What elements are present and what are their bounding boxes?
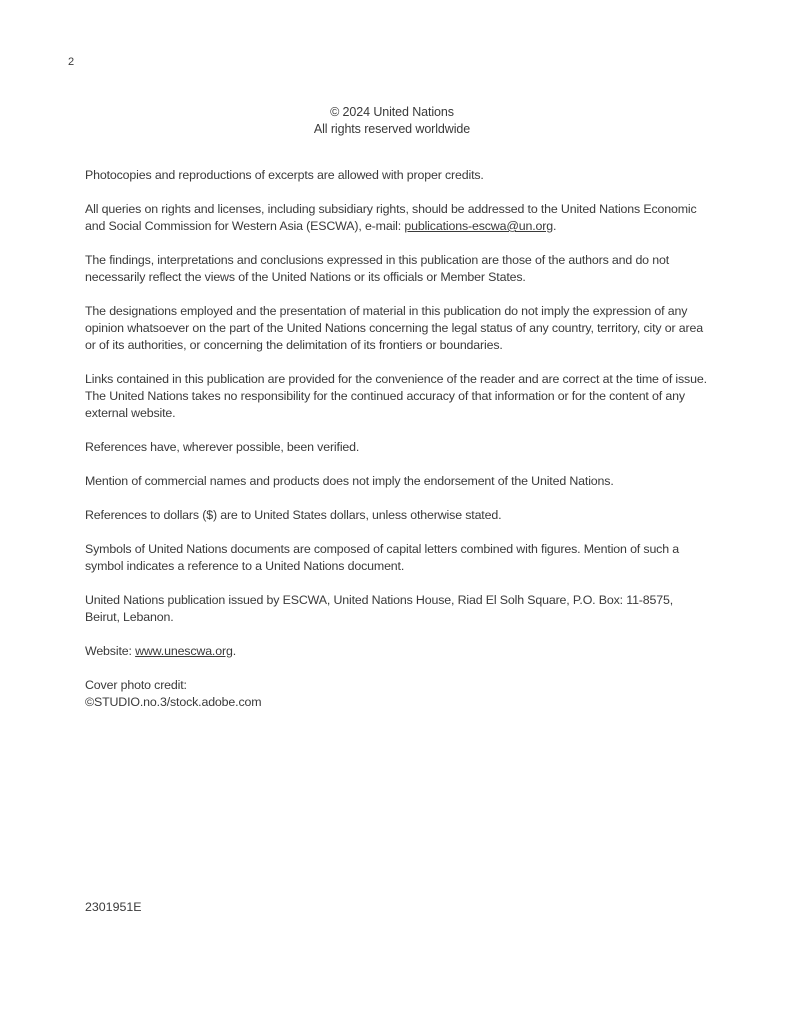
website-link[interactable]: www.unescwa.org xyxy=(135,644,233,658)
designations-paragraph: The designations employed and the presentation of material in this publication do not imply the expression of any opinion whatsoever on the part of the United Nations concerning the legal status of any country, territory, city or area or of its authorities, or concerning the delimitation of its frontiers or boundaries. xyxy=(85,304,703,352)
commercial-names-paragraph: Mention of commercial names and products does not imply the endorsement of the United Nations. xyxy=(85,474,614,488)
page-number: 2 xyxy=(68,56,75,68)
references-verified-paragraph: References have, wherever possible, been verified. xyxy=(85,440,360,454)
website-suffix: . xyxy=(232,644,236,658)
cover-credit-value: ©STUDIO.no.3/stock.adobe.com xyxy=(85,695,262,709)
email-link[interactable]: publications-escwa@un.org xyxy=(404,219,554,233)
website-label: Website: xyxy=(85,644,136,658)
symbols-paragraph: Symbols of United Nations documents are composed of capital letters combined with figures. Mention of such a symbol indicates a reference to a United Nations document. xyxy=(85,542,680,573)
cover-credit-label: Cover photo credit: xyxy=(85,678,187,692)
cover-credit-paragraph xyxy=(85,677,707,711)
findings-paragraph: The findings, interpretations and conclusions expressed in this publication are those of the authors and do not necessarily reflect the views of the United Nations or its officials or Member States. xyxy=(85,253,669,284)
website-paragraph xyxy=(85,643,707,660)
publication-issued-paragraph: United Nations publication issued by ESCWA, United Nations House, Riad El Solh Square, P.O. Box: 11-8575, Beirut, Lebanon. xyxy=(85,593,674,624)
rights-reserved-line: All rights reserved worldwide xyxy=(313,122,471,136)
document-code: 2301951E xyxy=(85,900,142,914)
queries-text: All queries on rights and licenses, including subsidiary rights, should be addressed to the United Nations Economic and Social Commission for Western Asia (ESCWA), e-mail: xyxy=(85,202,697,233)
legal-notice-body xyxy=(85,167,707,728)
links-paragraph: Links contained in this publication are provided for the convenience of the reader and are correct at the time of issue. The United Nations takes no responsibility for the continued accuracy of that information or for the content of any external website. xyxy=(85,372,707,420)
copyright-block xyxy=(0,104,784,138)
photocopies-paragraph: Photocopies and reproductions of excerpts are allowed with proper credits. xyxy=(85,168,484,182)
queries-suffix: . xyxy=(553,219,557,233)
dollars-paragraph: References to dollars ($) are to United States dollars, unless otherwise stated. xyxy=(85,508,502,522)
copyright-line: © 2024 United Nations xyxy=(330,105,454,119)
queries-paragraph xyxy=(85,201,707,235)
